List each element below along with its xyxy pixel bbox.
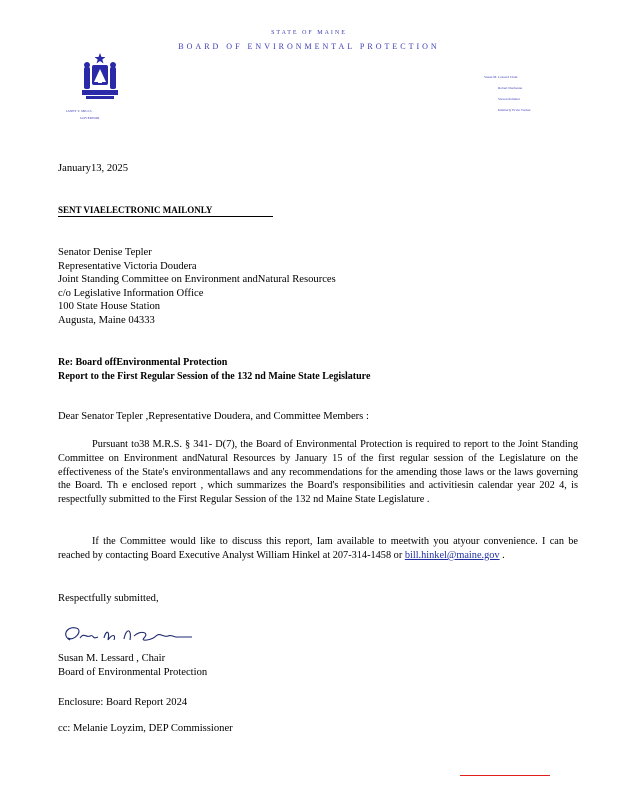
board-members-list xyxy=(484,72,574,116)
paragraph-1-text: Pursuant to38 M.R.S. § 341- D(7), the Board of Environmental Protection is required to report to the Joint Standing Committee on Environment andNatural Resources by January 15 of the first regular session of the Legislature on the effectiveness of the State's environmentallaws and any recommendations for the amending those laws or the laws governing the Board. Th e enclosed report , which summarizes the Board's responsibilities and activitiesin calendar year 202 4, is respectfully submitted to the First Regular Session of the 132 nd Maine State Legislature . xyxy=(58,439,578,506)
seal-caption xyxy=(66,108,99,122)
paragraph-2-text: If the Committee would like to discuss this report, Iam available to meetwith you atyour convenience. I can be reached by contacting Board Executive Analyst William Hinkel at 207-314-1458 or xyxy=(58,536,578,561)
letter-date: January13, 2025 xyxy=(58,163,129,174)
board-member: Steven Pelletier xyxy=(498,97,521,101)
subject-line-2: Report to the First Regular Session of the 132 nd Maine State Legislature xyxy=(58,371,371,382)
letterhead-state: STATE OF MAINE xyxy=(271,30,347,36)
cc-line: cc: Melanie Loyzim, DEP Commissioner xyxy=(58,723,233,734)
board-member: Kimberly Ervin Tucker xyxy=(498,108,531,112)
recipient-address xyxy=(58,246,336,328)
board-member: Susan M. Lessard Chair xyxy=(484,75,518,79)
delivery-method: SENT VIAELECTRONIC MAILONLY xyxy=(58,205,213,215)
recipient-line: Augusta, Maine 04333 xyxy=(58,314,155,326)
closing: Respectfully submitted, xyxy=(58,593,159,604)
footer-divider xyxy=(460,775,550,776)
recipient-line: c/o Legislative Information Office xyxy=(58,287,204,299)
body-paragraph-1 xyxy=(58,438,578,507)
signer-block xyxy=(58,652,207,679)
recipient-line: 100 State House Station xyxy=(58,301,161,313)
enclosure-line: Enclosure: Board Report 2024 xyxy=(58,697,188,708)
signer-name: Susan M. Lessard , Chair xyxy=(58,653,166,664)
seal-caption-line2: GOVERNOR xyxy=(80,116,100,120)
contact-email-link[interactable]: bill.hinkel@maine.gov xyxy=(404,549,500,561)
signer-title: Board of Environmental Protection xyxy=(58,666,208,678)
recipient-line: Representative Victoria Doudera xyxy=(58,260,197,272)
subject-line-1: Re: Board offEnvironmental Protection xyxy=(58,357,228,368)
body-paragraph-2 xyxy=(58,535,578,563)
recipient-line: Joint Standing Committee on Environment andNatural Resources xyxy=(58,274,336,286)
signature-icon xyxy=(60,622,200,646)
board-member: Robert Duchesne xyxy=(498,86,523,90)
state-seal-icon xyxy=(78,52,122,102)
delivery-underline xyxy=(58,216,273,217)
seal-caption-line1: JANET T. MILLS xyxy=(66,109,92,113)
subject-line xyxy=(58,356,370,384)
salutation: Dear Senator Tepler ,Representative Doudera, and Committee Members : xyxy=(58,411,369,422)
letterhead-board: BOARD OF ENVIRONMENTAL PROTECTION xyxy=(178,42,440,51)
paragraph-2-end: . xyxy=(499,549,505,561)
recipient-line: Senator Denise Tepler xyxy=(58,247,152,258)
